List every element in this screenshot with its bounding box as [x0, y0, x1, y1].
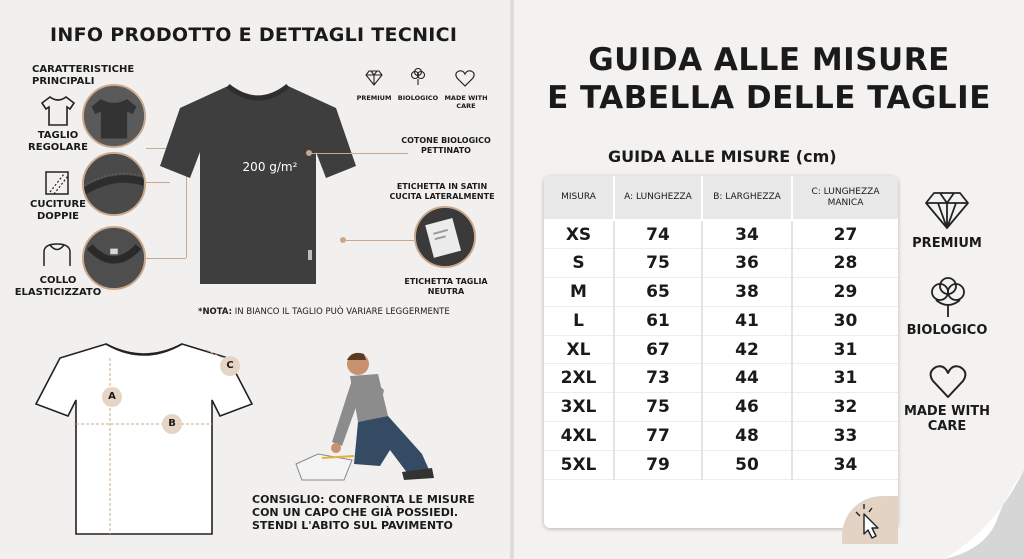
- size-row: [544, 278, 898, 307]
- diamond-icon: [365, 70, 383, 86]
- heart-icon: [928, 364, 968, 400]
- measure-mark-b: B: [162, 414, 182, 434]
- size-row: [544, 364, 898, 393]
- measure-cell: 27: [792, 220, 898, 249]
- measure-cell: 30: [792, 306, 898, 335]
- measure-cell: 79: [614, 450, 702, 479]
- column-header: A: LUNGHEZZA: [614, 176, 702, 220]
- measure-cell: 48: [702, 422, 792, 451]
- note-body: IN BIANCO IL TAGLIO PUÒ VARIARE LEGGERMENTE: [232, 307, 450, 317]
- page-curl: [944, 470, 1024, 559]
- measure-cell: 32: [792, 393, 898, 422]
- size-cell: 2XL: [544, 364, 614, 393]
- size-row: [544, 450, 898, 479]
- fabric-weight: 200 g/m²: [242, 160, 298, 174]
- heart-icon: [455, 70, 475, 87]
- size-guide-title-line1: GUIDA ALLE MISURE: [588, 42, 950, 78]
- size-table-card: [544, 176, 898, 528]
- measure-cell: 34: [702, 220, 792, 249]
- size-cell: 4XL: [544, 422, 614, 451]
- leader-line: [346, 240, 414, 241]
- icon-label-premium: PREMIUM: [912, 236, 982, 251]
- measure-cell: 65: [614, 278, 702, 307]
- badge-label-organic: BIOLOGICO: [397, 94, 439, 102]
- column-header: MISURA: [544, 176, 614, 220]
- measure-mark-a: A: [102, 387, 122, 407]
- column-header: C: LUNGHEZZA MANICA: [792, 176, 898, 220]
- measure-cell: 75: [614, 249, 702, 278]
- note-text: [198, 307, 450, 317]
- product-info-panel: [0, 0, 510, 559]
- note-prefix: *NOTA:: [198, 307, 233, 317]
- badge-label-premium: PREMIUM: [356, 94, 392, 102]
- feature-label-collar: COLLO ELASTICIZZATO: [14, 275, 102, 298]
- features-heading: CARATTERISTICHE PRINCIPALI: [32, 64, 135, 87]
- stitch-icon: [40, 168, 74, 198]
- measuring-person-illustration: [292, 346, 442, 486]
- measure-cell: 75: [614, 393, 702, 422]
- feature-label-stitching: CUCITURE DOPPIE: [30, 199, 86, 222]
- neutral-label-callout: ETICHETTA TAGLIA NEUTRA: [404, 277, 488, 296]
- care-label-image: [414, 206, 476, 268]
- size-cell: 3XL: [544, 393, 614, 422]
- fit-detail-image: [82, 84, 146, 148]
- tap-hint[interactable]: [842, 496, 898, 544]
- size-cell: L: [544, 306, 614, 335]
- size-row: [544, 335, 898, 364]
- measure-cell: 74: [614, 220, 702, 249]
- size-guide-panel: [514, 0, 1024, 559]
- measure-cell: 73: [614, 364, 702, 393]
- measure-cell: 31: [792, 364, 898, 393]
- measure-cell: 67: [614, 335, 702, 364]
- cotton-callout: COTONE BIOLOGICO PETTINATO: [401, 136, 491, 155]
- size-cell: M: [544, 278, 614, 307]
- size-row: [544, 422, 898, 451]
- tshirt-icon: [38, 95, 78, 127]
- collar-icon: [40, 240, 74, 268]
- stitch-detail-image: [82, 152, 146, 216]
- measure-cell: 38: [702, 278, 792, 307]
- size-guide-title-line2: E TABELLA DELLE TAGLIE: [547, 80, 991, 116]
- measure-cell: 36: [702, 249, 792, 278]
- size-cell: 5XL: [544, 450, 614, 479]
- icon-label-organic: BIOLOGICO: [906, 323, 988, 338]
- measure-cell: 50: [702, 450, 792, 479]
- icon-label-care: MADE WITH CARE: [903, 404, 991, 434]
- collar-detail-image: [82, 226, 146, 290]
- satin-label-callout: ETICHETTA IN SATIN CUCITA LATERALMENTE: [389, 182, 495, 201]
- measure-cell: 29: [792, 278, 898, 307]
- leader-line: [312, 153, 408, 154]
- diamond-icon: [924, 190, 970, 230]
- cotton-icon: [409, 68, 427, 86]
- measure-cell: 77: [614, 422, 702, 451]
- size-table-header: [544, 176, 898, 220]
- measure-cell: 33: [792, 422, 898, 451]
- column-header: B: LARGHEZZA: [702, 176, 792, 220]
- size-table-subtitle: GUIDA ALLE MISURE (cm): [608, 147, 837, 166]
- size-table: [544, 176, 898, 480]
- product-tshirt-image: [158, 80, 358, 288]
- size-row: [544, 393, 898, 422]
- measure-cell: 46: [702, 393, 792, 422]
- size-cell: XS: [544, 220, 614, 249]
- size-row: [544, 249, 898, 278]
- size-row: [544, 306, 898, 335]
- size-row: [544, 220, 898, 249]
- measure-cell: 61: [614, 306, 702, 335]
- measure-cell: 41: [702, 306, 792, 335]
- measure-cell: 42: [702, 335, 792, 364]
- size-cell: XL: [544, 335, 614, 364]
- feature-label-fit: TAGLIO REGOLARE: [28, 130, 88, 153]
- measuring-tip: CONSIGLIO: CONFRONTA LE MISURE CON UN CAPO CHE GIÀ POSSIEDI. STENDI L'ABITO SUL PAVIMENTO: [252, 493, 475, 532]
- badge-label-care: MADE WITH CARE: [444, 94, 488, 110]
- size-cell: S: [544, 249, 614, 278]
- product-info-title: INFO PRODOTTO E DETTAGLI TECNICI: [50, 24, 458, 46]
- measure-mark-c: C: [220, 356, 240, 376]
- cotton-icon: [928, 276, 968, 318]
- measure-cell: 31: [792, 335, 898, 364]
- measure-cell: 28: [792, 249, 898, 278]
- measure-cell: 44: [702, 364, 792, 393]
- measure-cell: 34: [792, 450, 898, 479]
